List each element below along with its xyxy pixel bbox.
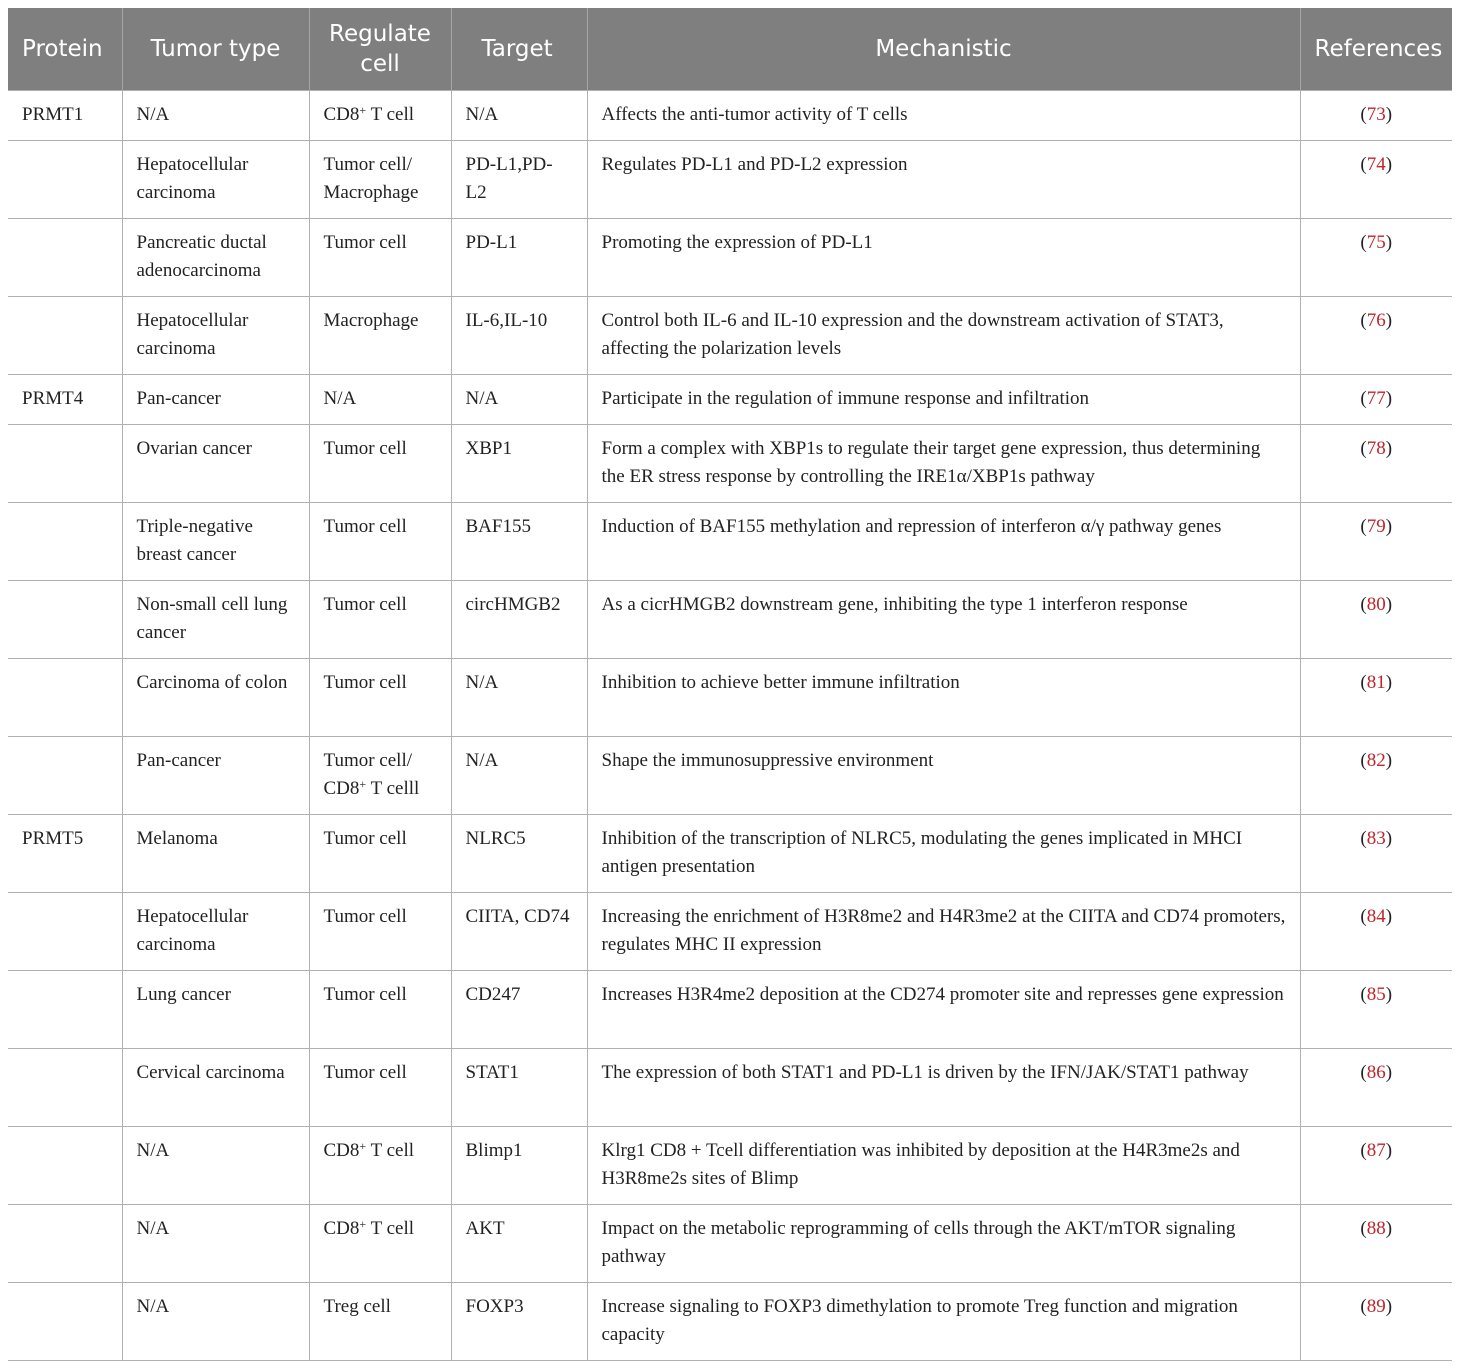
cell-target: PD-L1,PD-L2 xyxy=(451,140,587,218)
table-row xyxy=(8,1282,1452,1360)
cell-protein xyxy=(8,502,122,580)
reference-link[interactable]: 83 xyxy=(1366,827,1386,849)
reference-link[interactable]: 74 xyxy=(1366,153,1386,175)
cell-target: N/A xyxy=(451,736,587,814)
cell-tumor-type: Lung cancer xyxy=(122,970,309,1048)
cell-mechanistic: Control both IL-6 and IL-10 expression and the downstream activation of STAT3, affecting the polarization levels xyxy=(587,296,1300,374)
table-row xyxy=(8,1126,1452,1204)
cell-tumor-type: Hepatocellular carcinoma xyxy=(122,892,309,970)
regulate-cell-text: CD8+ T cell xyxy=(323,1216,415,1239)
col-header-tumor-type: Tumor type xyxy=(122,8,309,90)
reference-link[interactable]: 80 xyxy=(1366,593,1386,615)
cell-target: NLRC5 xyxy=(451,814,587,892)
cell-target: circHMGB2 xyxy=(451,580,587,658)
reference-link[interactable]: 89 xyxy=(1366,1295,1386,1317)
reference-link[interactable]: 73 xyxy=(1366,103,1386,125)
cell-regulate-cell: Treg cell xyxy=(309,1282,451,1360)
cell-reference: (85) xyxy=(1300,970,1452,1048)
cell-target: BAF155 xyxy=(451,502,587,580)
cell-mechanistic: Form a complex with XBP1s to regulate their target gene expression, thus determining the ER stress response by controlling the IRE1α/XBP1s pathway xyxy=(587,424,1300,502)
regulate-cell-text: CD8+ T cell xyxy=(323,102,415,125)
cell-tumor-type: N/A xyxy=(122,1282,309,1360)
cell-tumor-type: N/A xyxy=(122,1126,309,1204)
col-header-mechanistic: Mechanistic xyxy=(587,8,1300,90)
cell-tumor-type: N/A xyxy=(122,1204,309,1282)
cell-tumor-type: Pan-cancer xyxy=(122,374,309,424)
cell-reference: (82) xyxy=(1300,736,1452,814)
cell-target: PD-L1 xyxy=(451,218,587,296)
cell-reference: (83) xyxy=(1300,814,1452,892)
table-row xyxy=(8,814,1452,892)
cell-protein xyxy=(8,1126,122,1204)
table-row xyxy=(8,218,1452,296)
cell-target: STAT1 xyxy=(451,1048,587,1126)
table-row xyxy=(8,658,1452,736)
cell-target: XBP1 xyxy=(451,424,587,502)
cell-tumor-type: Ovarian cancer xyxy=(122,424,309,502)
table-header xyxy=(8,8,1452,90)
cell-reference: (81) xyxy=(1300,658,1452,736)
cell-reference: (74) xyxy=(1300,140,1452,218)
cell-mechanistic: Induction of BAF155 methylation and repression of interferon α/γ pathway genes xyxy=(587,502,1300,580)
col-header-regulate-cell: Regulate cell xyxy=(309,8,451,90)
table-row xyxy=(8,502,1452,580)
cell-target: AKT xyxy=(451,1204,587,1282)
reference-link[interactable]: 77 xyxy=(1366,387,1386,409)
cell-regulate-cell: Tumor cell xyxy=(309,580,451,658)
cell-protein xyxy=(8,658,122,736)
cell-mechanistic: Participate in the regulation of immune response and infiltration xyxy=(587,374,1300,424)
header-row xyxy=(8,8,1452,90)
cell-regulate-cell: Macrophage xyxy=(309,296,451,374)
table-row xyxy=(8,140,1452,218)
cell-mechanistic: Increasing the enrichment of H3R8me2 and H4R3me2 at the CIITA and CD74 promoters, regulates MHC II expression xyxy=(587,892,1300,970)
cell-protein xyxy=(8,736,122,814)
cell-protein xyxy=(8,424,122,502)
cell-reference: (79) xyxy=(1300,502,1452,580)
table-row xyxy=(8,90,1452,140)
table-row xyxy=(8,1204,1452,1282)
cell-target: N/A xyxy=(451,374,587,424)
cell-mechanistic: Shape the immunosuppressive environment xyxy=(587,736,1300,814)
cell-regulate-cell xyxy=(309,90,451,140)
table-row xyxy=(8,296,1452,374)
table-row xyxy=(8,970,1452,1048)
col-header-protein: Protein xyxy=(8,8,122,90)
cell-tumor-type: Non-small cell lung cancer xyxy=(122,580,309,658)
cell-regulate-cell: N/A xyxy=(309,374,451,424)
cell-regulate-cell: Tumor cell xyxy=(309,814,451,892)
cell-mechanistic: Promoting the expression of PD-L1 xyxy=(587,218,1300,296)
cell-mechanistic: Inhibition to achieve better immune infiltration xyxy=(587,658,1300,736)
reference-link[interactable]: 78 xyxy=(1366,437,1386,459)
cell-tumor-type: Hepatocellular carcinoma xyxy=(122,296,309,374)
cell-reference: (84) xyxy=(1300,892,1452,970)
cell-mechanistic: Increase signaling to FOXP3 dimethylation to promote Treg function and migration capacity xyxy=(587,1282,1300,1360)
cell-protein xyxy=(8,296,122,374)
cell-mechanistic: Impact on the metabolic reprogramming of cells through the AKT/mTOR signaling pathway xyxy=(587,1204,1300,1282)
cell-mechanistic: Affects the anti-tumor activity of T cells xyxy=(587,90,1300,140)
reference-link[interactable]: 87 xyxy=(1366,1139,1386,1161)
cell-mechanistic: As a cicrHMGB2 downstream gene, inhibiting the type 1 interferon response xyxy=(587,580,1300,658)
cell-target: N/A xyxy=(451,658,587,736)
reference-link[interactable]: 75 xyxy=(1366,231,1386,253)
cell-protein xyxy=(8,970,122,1048)
cell-regulate-cell: Tumor cell xyxy=(309,218,451,296)
cell-reference: (78) xyxy=(1300,424,1452,502)
cell-reference: (89) xyxy=(1300,1282,1452,1360)
cell-regulate-cell: Tumor cell xyxy=(309,658,451,736)
cell-tumor-type: Triple-negative breast cancer xyxy=(122,502,309,580)
cell-mechanistic: Increases H3R4me2 deposition at the CD274 promoter site and represses gene expression xyxy=(587,970,1300,1048)
cell-reference: (87) xyxy=(1300,1126,1452,1204)
cell-target: IL-6,IL-10 xyxy=(451,296,587,374)
reference-link[interactable]: 84 xyxy=(1366,905,1386,927)
cell-protein xyxy=(8,580,122,658)
cell-protein xyxy=(8,892,122,970)
cell-tumor-type: Pan-cancer xyxy=(122,736,309,814)
cell-tumor-type: Hepatocellular carcinoma xyxy=(122,140,309,218)
cell-regulate-cell xyxy=(309,736,451,814)
cell-protein xyxy=(8,1204,122,1282)
cell-regulate-cell xyxy=(309,1126,451,1204)
col-header-references: References xyxy=(1300,8,1452,90)
cell-regulate-cell xyxy=(309,1204,451,1282)
cell-reference: (80) xyxy=(1300,580,1452,658)
cell-tumor-type: Cervical carcinoma xyxy=(122,1048,309,1126)
cell-reference: (73) xyxy=(1300,90,1452,140)
cell-reference: (75) xyxy=(1300,218,1452,296)
reference-link[interactable]: 76 xyxy=(1366,309,1386,331)
cell-reference: (88) xyxy=(1300,1204,1452,1282)
cell-regulate-cell: Tumor cell xyxy=(309,424,451,502)
reference-link[interactable]: 85 xyxy=(1366,983,1386,1005)
cell-regulate-cell: Tumor cell xyxy=(309,1048,451,1126)
reference-link[interactable]: 86 xyxy=(1366,1061,1386,1083)
reference-link[interactable]: 79 xyxy=(1366,515,1386,537)
cell-tumor-type: Pancreatic ductal adenocarcinoma xyxy=(122,218,309,296)
table-row xyxy=(8,736,1452,814)
cell-protein: PRMT4 xyxy=(8,374,122,424)
regulate-cell-text: CD8+ T cell xyxy=(323,1138,415,1161)
cell-reference: (76) xyxy=(1300,296,1452,374)
cell-target: CD247 xyxy=(451,970,587,1048)
cell-protein: PRMT1 xyxy=(8,90,122,140)
regulate-cell-text: Tumor cell/ CD8+ T celll xyxy=(323,749,420,799)
table-row xyxy=(8,374,1452,424)
cell-tumor-type: Carcinoma of colon xyxy=(122,658,309,736)
col-header-target: Target xyxy=(451,8,587,90)
cell-protein: PRMT5 xyxy=(8,814,122,892)
cell-target: N/A xyxy=(451,90,587,140)
cell-mechanistic: Inhibition of the transcription of NLRC5, modulating the genes implicated in MHCI antigen presentation xyxy=(587,814,1300,892)
data-table xyxy=(8,8,1452,1361)
reference-link[interactable]: 88 xyxy=(1366,1217,1386,1239)
cell-target: Blimp1 xyxy=(451,1126,587,1204)
cell-regulate-cell: Tumor cell xyxy=(309,892,451,970)
cell-regulate-cell: Tumor cell xyxy=(309,970,451,1048)
cell-target: FOXP3 xyxy=(451,1282,587,1360)
cell-tumor-type: Melanoma xyxy=(122,814,309,892)
reference-link[interactable]: 82 xyxy=(1366,749,1386,771)
reference-link[interactable]: 81 xyxy=(1366,671,1386,693)
table-row xyxy=(8,1048,1452,1126)
cell-mechanistic: Klrg1 CD8 + Tcell differentiation was inhibited by deposition at the H4R3me2s and H3R8me2s sites of Blimp xyxy=(587,1126,1300,1204)
cell-mechanistic: Regulates PD-L1 and PD-L2 expression xyxy=(587,140,1300,218)
table-body xyxy=(8,90,1452,1360)
cell-reference: (77) xyxy=(1300,374,1452,424)
cell-target: CIITA, CD74 xyxy=(451,892,587,970)
cell-regulate-cell: Tumor cell xyxy=(309,502,451,580)
table-row xyxy=(8,424,1452,502)
cell-protein xyxy=(8,140,122,218)
cell-reference: (86) xyxy=(1300,1048,1452,1126)
table-row xyxy=(8,580,1452,658)
cell-mechanistic: The expression of both STAT1 and PD-L1 is driven by the IFN/JAK/STAT1 pathway xyxy=(587,1048,1300,1126)
cell-protein xyxy=(8,1048,122,1126)
cell-protein xyxy=(8,218,122,296)
table-row xyxy=(8,892,1452,970)
cell-tumor-type: N/A xyxy=(122,90,309,140)
cell-protein xyxy=(8,1282,122,1360)
cell-regulate-cell: Tumor cell/ Macrophage xyxy=(309,140,451,218)
